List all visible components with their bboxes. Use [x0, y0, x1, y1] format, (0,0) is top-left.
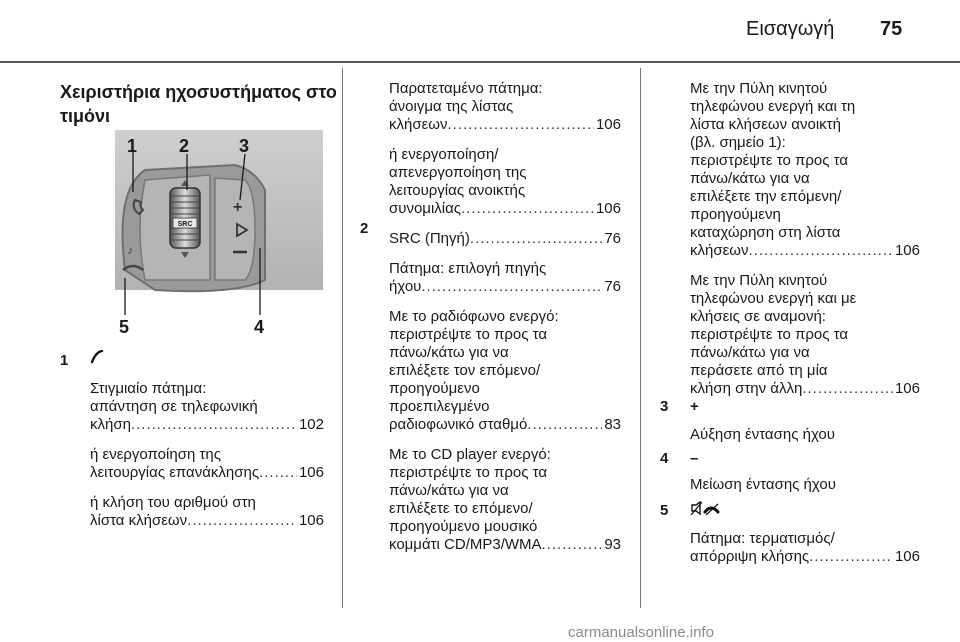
watermark-text: carmanualsonline.info: [568, 624, 714, 641]
index-entry: ραδιοφωνικό σταθμό ..... 83: [389, 416, 621, 434]
header-rule: [0, 61, 960, 63]
item-1-description: Στιγμιαίο πάτημα: απάντηση σε τηλεφωνική κλήση ..... 102 ή ενεργοποίηση της λειτουργίας επανάκλησης ..... 106 ή κλήση του αριθμού στη λίστα κλήσεων ..... 106: [90, 380, 324, 530]
svg-text:1: 1: [127, 136, 138, 156]
item-4-text: Μείωση έντασης ήχου: [690, 476, 836, 493]
index-entry: λειτουργίας επανάκλησης ..... 106: [90, 464, 324, 482]
item-3-text: Αύξηση έντασης ήχου: [690, 426, 835, 443]
column-3-text: Με την Πύλη κινητού τηλεφώνου ενεργή και τη λίστα κλήσεων ανοικτή (βλ. σημείο 1): περιστρέψτε το προς τα πάνω/κάτω για να επιλέξετε την επόμενη/ προηγούμενη καταχώρηση στη λίστα κλήσεων ..... 106 Με την Πύλη κινητού τηλεφώνου ενεργή και με κλήσεις σε αναμονή: περιστρέψτε το προς τα πάνω/κάτω για να περάσετε από τη μία κλήση στην άλλη ..... 106: [690, 80, 920, 398]
svg-text:4: 4: [254, 317, 265, 337]
svg-text:+: +: [233, 199, 243, 216]
plus-symbol: +: [690, 398, 699, 415]
column-divider-1: [342, 68, 343, 608]
item-number-3: 3: [660, 398, 669, 415]
section-title: Χειριστήρια ηχοσυστήματος στο τιμόνι: [60, 82, 337, 126]
index-entry: ήχου ..... 76: [389, 278, 621, 296]
phone-icon: [90, 350, 104, 369]
minus-symbol: –: [690, 450, 699, 467]
index-entry: συνομιλίας ..... 106: [389, 200, 621, 218]
steering-wheel-controls-figure: [115, 130, 323, 338]
page-number: 75: [880, 18, 903, 40]
steering-wheel-controls-illustration: [115, 130, 323, 338]
index-entry: κλήση στην άλλη ..... 106: [690, 380, 920, 398]
index-entry: κλήσεων ..... 106: [690, 242, 920, 260]
index-entry: SRC (Πηγή) ..... 76: [389, 230, 621, 248]
svg-text:3: 3: [239, 136, 250, 156]
column-2-text: Παρατεταμένο πάτημα: άνοιγμα της λίστας κλήσεων ..... 106 ή ενεργοποίηση/ απενεργοποίηση της λειτουργίας ανοικτής συνομιλίας ..... 106 SRC (Πηγή) ..... 76 Πάτημα: επιλογή πηγής ήχου ..... 76 Με το ραδιόφωνο ενεργό: περιστρέψτε το προς τα πάνω/κάτω για να επιλέξετε τον επόμενο/ προηγούμενο προεπιλεγμένο ραδιοφωνικό σταθμό ..... 83 Με το CD player ενεργό: περιστρέψτε το προς τα πάνω/κάτω για να επιλέξετε το επόμενο/ προηγούμενο μουσικό κομμάτι CD/MP3/WMA ..... 93: [389, 80, 621, 554]
index-entry: κλήσεων ..... 106: [389, 116, 621, 134]
svg-text:5: 5: [119, 317, 130, 337]
item-5-text: Πάτημα: τερματισμός/ απόρριψη κλήσης ..... 106: [690, 530, 920, 566]
running-header-title: Εισαγωγή: [746, 18, 835, 40]
item-number-1: 1: [60, 352, 69, 369]
column-divider-2: [640, 68, 641, 608]
svg-text:SRC: SRC: [177, 221, 193, 228]
item-number-2: 2: [360, 220, 369, 237]
index-entry: λίστα κλήσεων ..... 106: [90, 512, 324, 530]
svg-text:♪: ♪: [127, 243, 133, 257]
item-number-5: 5: [660, 502, 669, 519]
mute-hangup-icon: [690, 501, 720, 522]
index-entry: κομμάτι CD/MP3/WMA ..... 93: [389, 536, 621, 554]
item-number-4: 4: [660, 450, 669, 467]
svg-text:2: 2: [179, 136, 190, 156]
index-entry: κλήση ..... 102: [90, 416, 324, 434]
index-entry: απόρριψη κλήσης ..... 106: [690, 548, 920, 566]
